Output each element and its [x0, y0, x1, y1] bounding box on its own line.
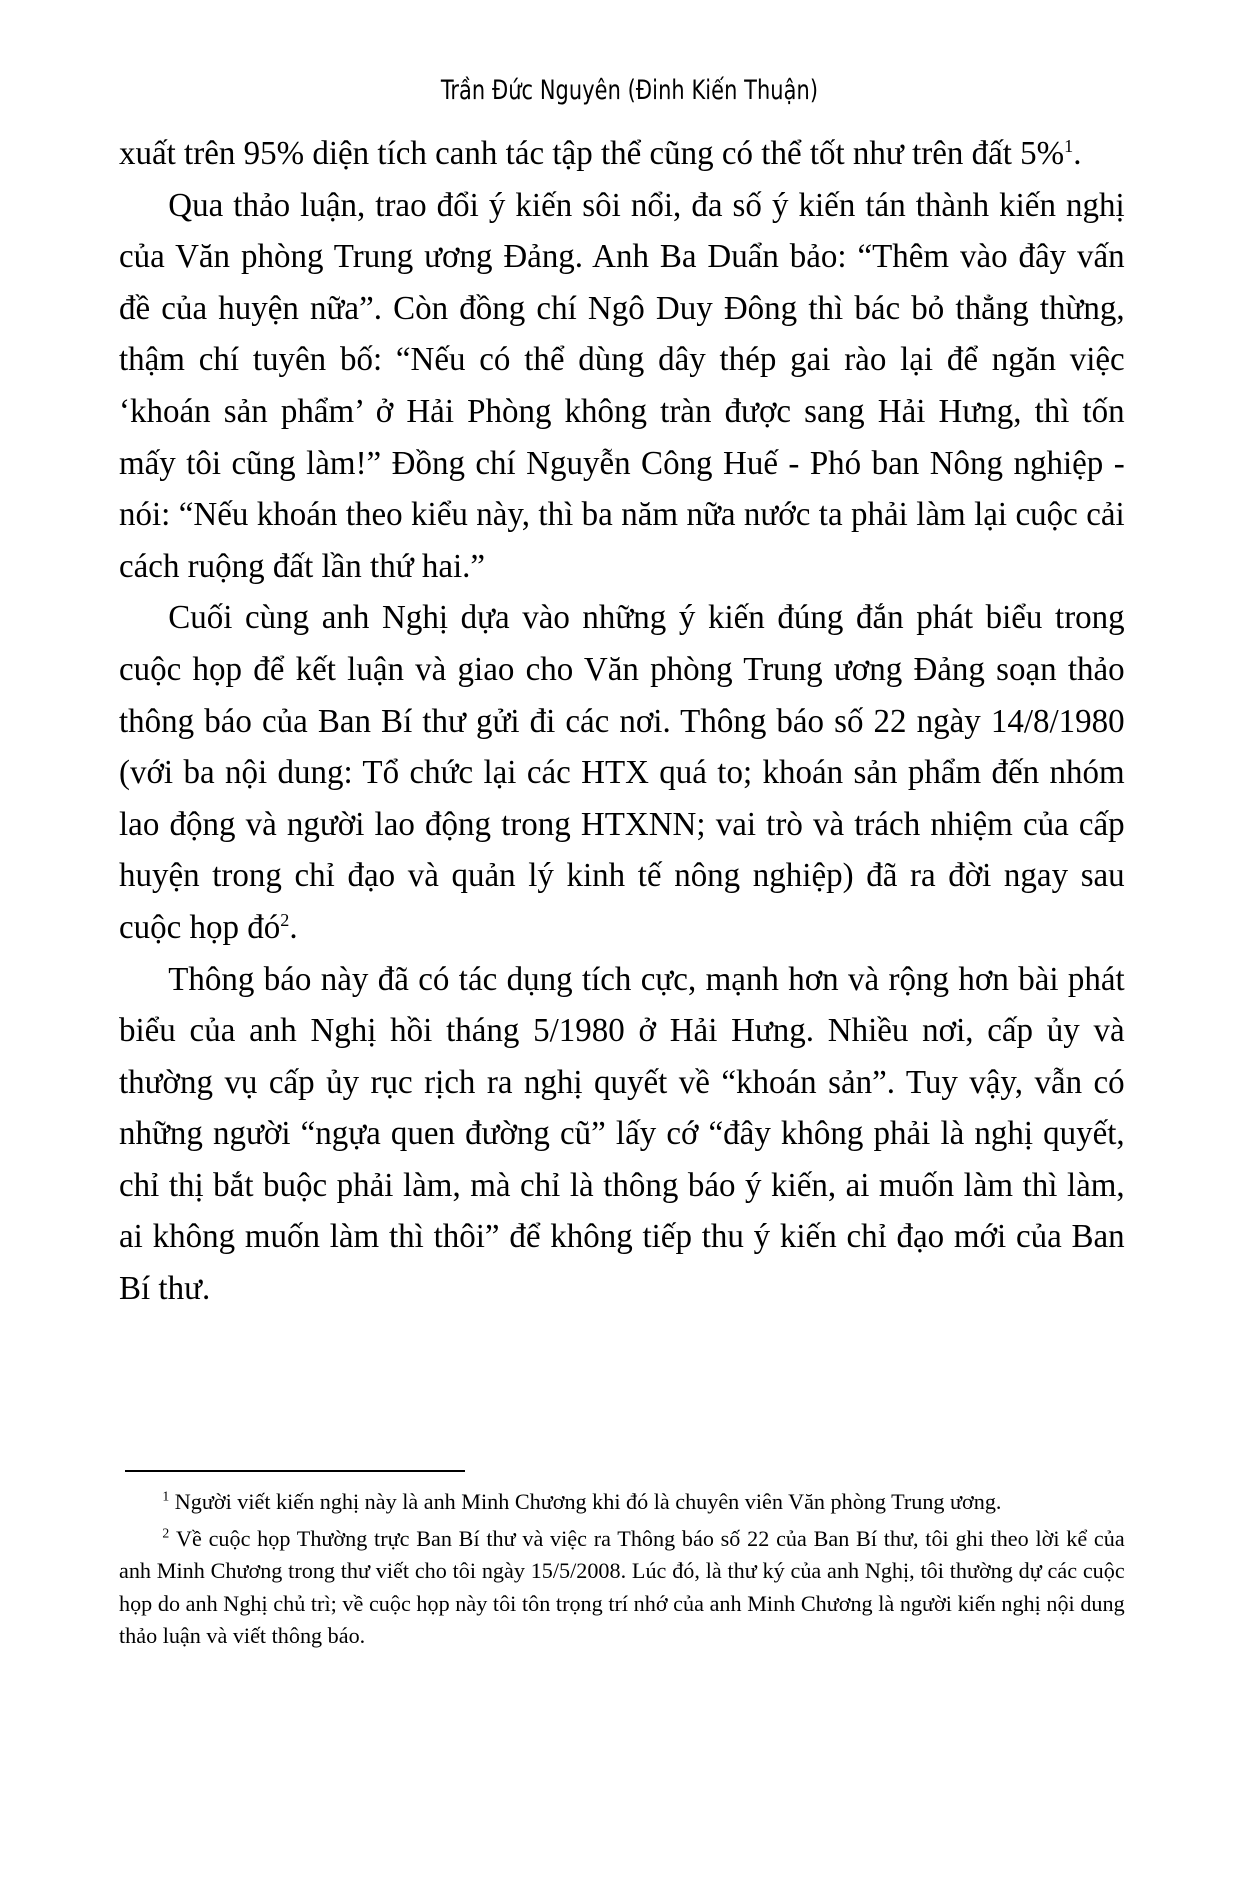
running-head: Trần Đức Nguyên (Đinh Kiến Thuận) [440, 75, 819, 106]
footnote-number-1: 1 [162, 1489, 170, 1505]
paragraph-2-text: Qua thảo luận, trao đổi ý kiến sôi nổi, đa số ý kiến tán thành kiến nghị của Văn phòng Trung ương Đảng. Anh Ba Duẩn bảo: “Thêm vào đây vấn đề của huyện nữa”. Còn đồng chí Ngô Duy Đông thì bác bỏ thẳng thừng, thậm chí tuyên bố: “Nếu có thể dùng dây thép gai rào lại để ngăn việc ‘khoán sản phẩm’ ở Hải Phòng không tràn được sang Hải Hưng, thì tốn mấy tôi cũng làm!” Đồng chí Nguyễn Công Huế - Phó ban Nông nghiệp - nói: “Nếu khoán theo kiểu này, thì ba năm nữa nước ta phải làm lại cuộc cải cách ruộng đất lần thứ hai.” [119, 186, 1125, 585]
footnote-ref-1[interactable]: 1 [1064, 135, 1074, 156]
footnote-area [119, 1470, 1140, 1657]
footnote-ref-2[interactable]: 2 [280, 909, 290, 930]
paragraph-1-tail: . [1073, 135, 1082, 172]
paragraph-3 [119, 592, 1125, 953]
footnote-1-text: Người viết kiến nghị này là anh Minh Chương khi đó là chuyên viên Văn phòng Trung ương. [174, 1489, 1002, 1514]
footnote-2 [119, 1523, 1125, 1653]
body-text-block [119, 128, 1140, 1315]
paragraph-4 [119, 954, 1125, 1315]
footnote-2-text: Về cuộc họp Thường trực Ban Bí thư và việc ra Thông báo số 22 của Ban Bí thư, tôi ghi theo lời kể của anh Minh Chương trong thư viết cho tôi ngày 15/5/2008. Lúc đó, là thư ký của anh Nghị, tôi thường dự các cuộc họp do anh Nghị chủ trì; về cuộc họp này tôi tôn trọng trí nhớ của anh Minh Chương là người kiến nghị nội dung thảo luận và viết thông báo. [119, 1525, 1125, 1648]
footnote-number-2: 2 [162, 1526, 170, 1541]
paragraph-4-text: Thông báo này đã có tác dụng tích cực, mạnh hơn và rộng hơn bài phát biểu của anh Nghị hồi tháng 5/1980 ở Hải Hưng. Nhiều nơi, cấp ủy và thường vụ cấp ủy rục rịch ra nghị quyết về “khoán sản”. Tuy vậy, vẫn có những người “ngựa quen đường cũ” lấy cớ “đây không phải là nghị quyết, chỉ thị bắt buộc phải làm, mà chỉ là thông báo ý kiến, ai muốn làm thì làm, ai không muốn làm thì thôi” để không tiếp thu ý kiến chỉ đạo mới của Ban Bí thư. [119, 960, 1125, 1308]
footnote-1 [119, 1486, 1125, 1519]
paragraph-3-tail: . [289, 908, 298, 946]
paragraph-1 [119, 128, 1125, 180]
footnote-separator-rule [125, 1470, 465, 1472]
paragraph-3-text: Cuối cùng anh Nghị dựa vào những ý kiến đúng đắn phát biểu trong cuộc họp để kết luận và giao cho Văn phòng Trung ương Đảng soạn thảo thông báo của Ban Bí thư gửi đi các nơi. Thông báo số 22 ngày 14/8/1980 (với ba nội dung: Tổ chức lại các HTX quá to; khoán sản phẩm đến nhóm lao động và người lao động trong HTXNN; vai trò và trách nhiệm của cấp huyện trong chỉ đạo và quản lý kinh tế nông nghiệp) đã ra đời ngay sau cuộc họp đó [119, 599, 1125, 946]
paragraph-2 [119, 180, 1125, 593]
page-content-area [119, 0, 1140, 1890]
paragraph-1-text: xuất trên 95% diện tích canh tác tập thể cũng có thể tốt như trên đất 5% [119, 135, 1065, 172]
